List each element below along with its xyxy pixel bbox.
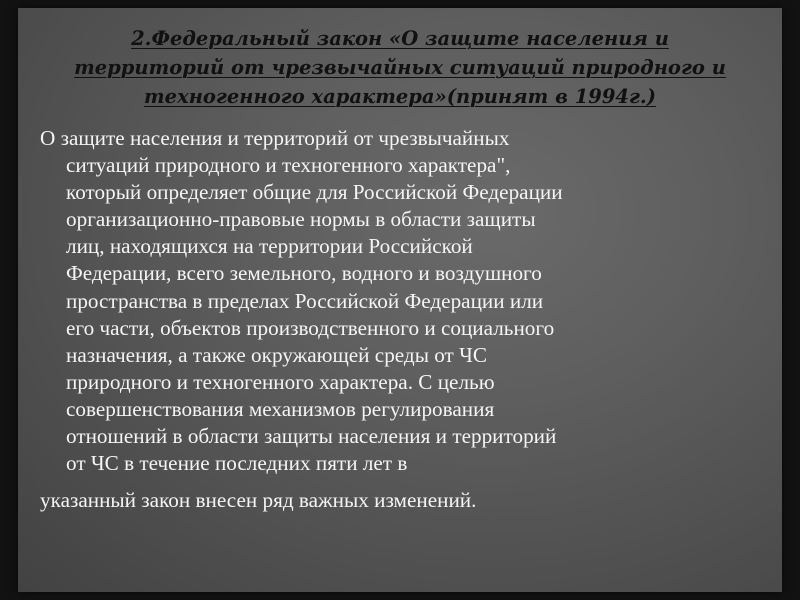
body-line: который определяет общие для Российской Федерации — [66, 180, 563, 205]
title-line: техногенного характера»(принят в 1994г.) — [144, 85, 656, 108]
body-line: лиц, находящихся на территории Российской — [66, 234, 473, 259]
body-line: от ЧС в течение последних пяти лет в — [66, 451, 408, 476]
body-line: природного и техногенного характера. С целью — [66, 369, 495, 394]
body-last-line: указанный закон внесен ряд важных изменений. — [40, 488, 477, 513]
body-line: совершенствования механизмов регулирования — [66, 396, 495, 421]
body-line: отношений в области защиты населения и территорий — [66, 424, 557, 449]
slide-title — [18, 24, 782, 111]
title-line: 2.Федеральный закон «О защите населения и — [131, 27, 669, 50]
body-line: организационно-правовые нормы в области защиты — [66, 207, 536, 232]
body-line: его части, объектов производственного и социального — [66, 315, 555, 340]
body-line: ситуаций природного и техногенного характера", — [66, 153, 511, 178]
slide — [18, 8, 782, 592]
body-line: пространства в пределах Российской Федерации или — [66, 288, 544, 313]
body-line: Федерации, всего земельного, водного и воздушного — [66, 261, 542, 286]
body-line: назначения, а также окружающей среды от ЧС — [66, 342, 488, 367]
body-line: О защите населения и территорий от чрезвычайных — [40, 126, 510, 150]
title-line: территорий от чрезвычайных ситуаций природного и — [74, 56, 726, 79]
slide-body — [40, 125, 780, 514]
